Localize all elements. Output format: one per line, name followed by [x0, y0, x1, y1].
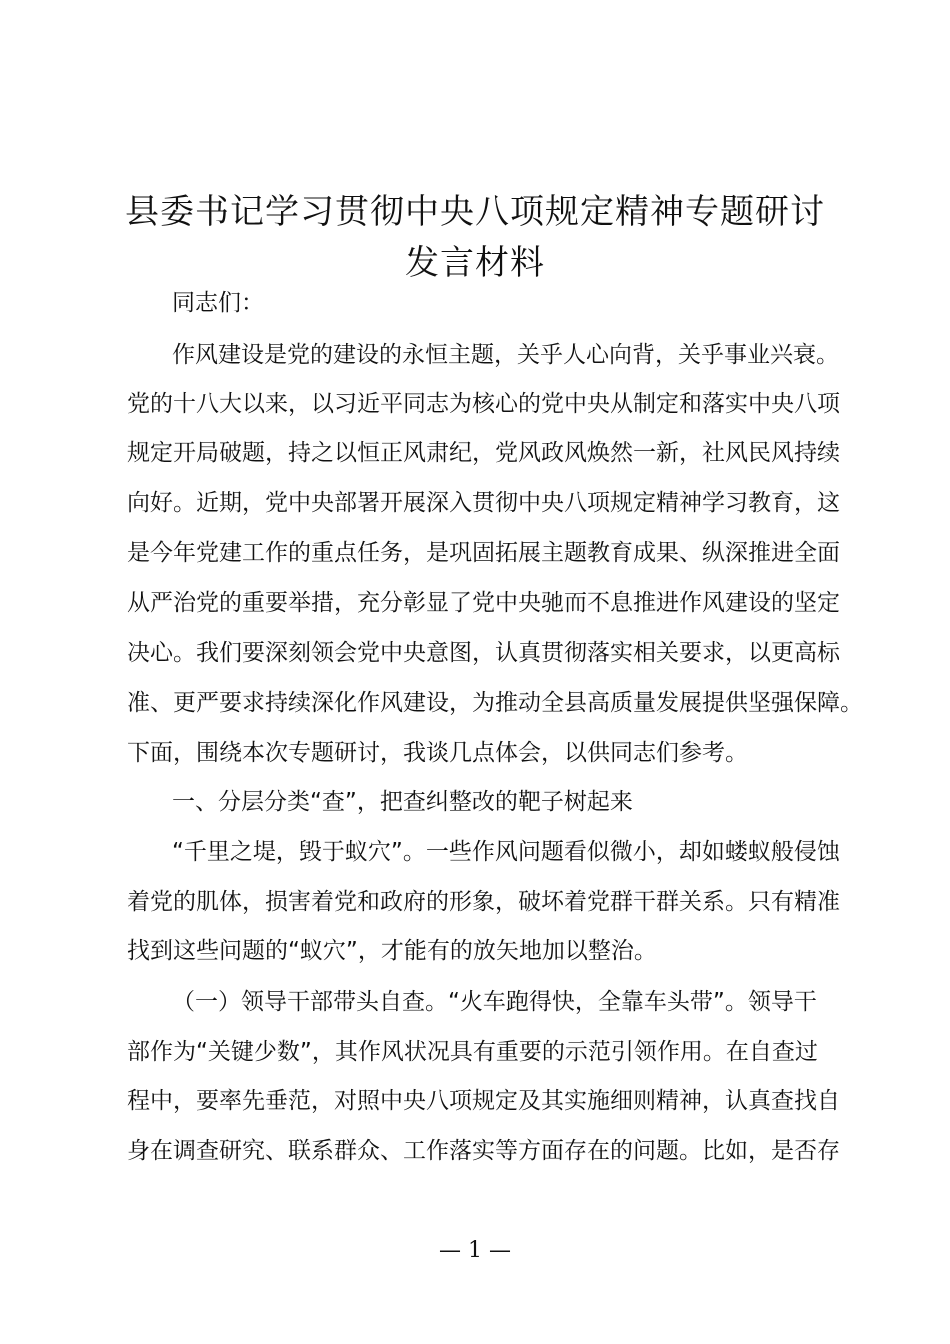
paragraph-line: 下面，围绕本次专题研讨，我谈几点体会，以供同志们参考。	[127, 740, 748, 766]
paragraph-line: “千里之堤，毁于蚁穴”。一些作风问题看似微小，却如蝼蚁般侵蚀	[172, 839, 840, 865]
paragraph-line: 着党的肌体，损害着党和政府的形象，破坏着党群干群关系。只有精准	[127, 889, 840, 915]
paragraph-line: 找到这些问题的“蚁穴”，才能有的放矢地加以整治。	[127, 938, 657, 964]
paragraph-line: 准、更严要求持续深化作风建设，为推动全县高质量发展提供坚强保障。	[127, 690, 863, 716]
paragraph-line: （一）领导干部带头自查。“火车跑得快，全靠车头带”。领导干	[172, 989, 817, 1015]
paragraph-line: 从严治党的重要举措，充分彰显了党中央驰而不息推进作风建设的坚定	[127, 590, 840, 616]
paragraph-line: 向好。近期，党中央部署开展深入贯彻中央八项规定精神学习教育，这	[127, 490, 840, 516]
paragraph-line: 作风建设是党的建设的永恒主题，关乎人心向背，关乎事业兴衰。	[172, 342, 839, 368]
section-heading: 一、分层分类“查”，把查纠整改的靶子树起来	[172, 789, 633, 815]
salutation: 同志们：	[172, 290, 264, 316]
page-number: — 1 —	[439, 1238, 511, 1263]
document-title-line-1: 县委书记学习贯彻中央八项规定精神专题研讨	[125, 192, 825, 232]
paragraph-line: 是今年党建工作的重点任务，是巩固拓展主题教育成果、纵深推进全面	[127, 540, 840, 566]
paragraph-line: 部作为“关键少数”，其作风状况具有重要的示范引领作用。在自查过	[127, 1039, 818, 1065]
paragraph-line: 身在调查研究、联系群众、工作落实等方面存在的问题。比如，是否存	[127, 1138, 840, 1164]
paragraph-line: 程中，要率先垂范，对照中央八项规定及其实施细则精神，认真查找自	[127, 1088, 840, 1114]
document-title-line-2: 发言材料	[405, 243, 545, 283]
paragraph-line: 决心。我们要深刻领会党中央意图，认真贯彻落实相关要求，以更高标	[127, 640, 840, 666]
paragraph-line: 规定开局破题，持之以恒正风肃纪，党风政风焕然一新，社风民风持续	[127, 440, 840, 466]
paragraph-line: 党的十八大以来，以习近平同志为核心的党中央从制定和落实中央八项	[127, 391, 840, 417]
